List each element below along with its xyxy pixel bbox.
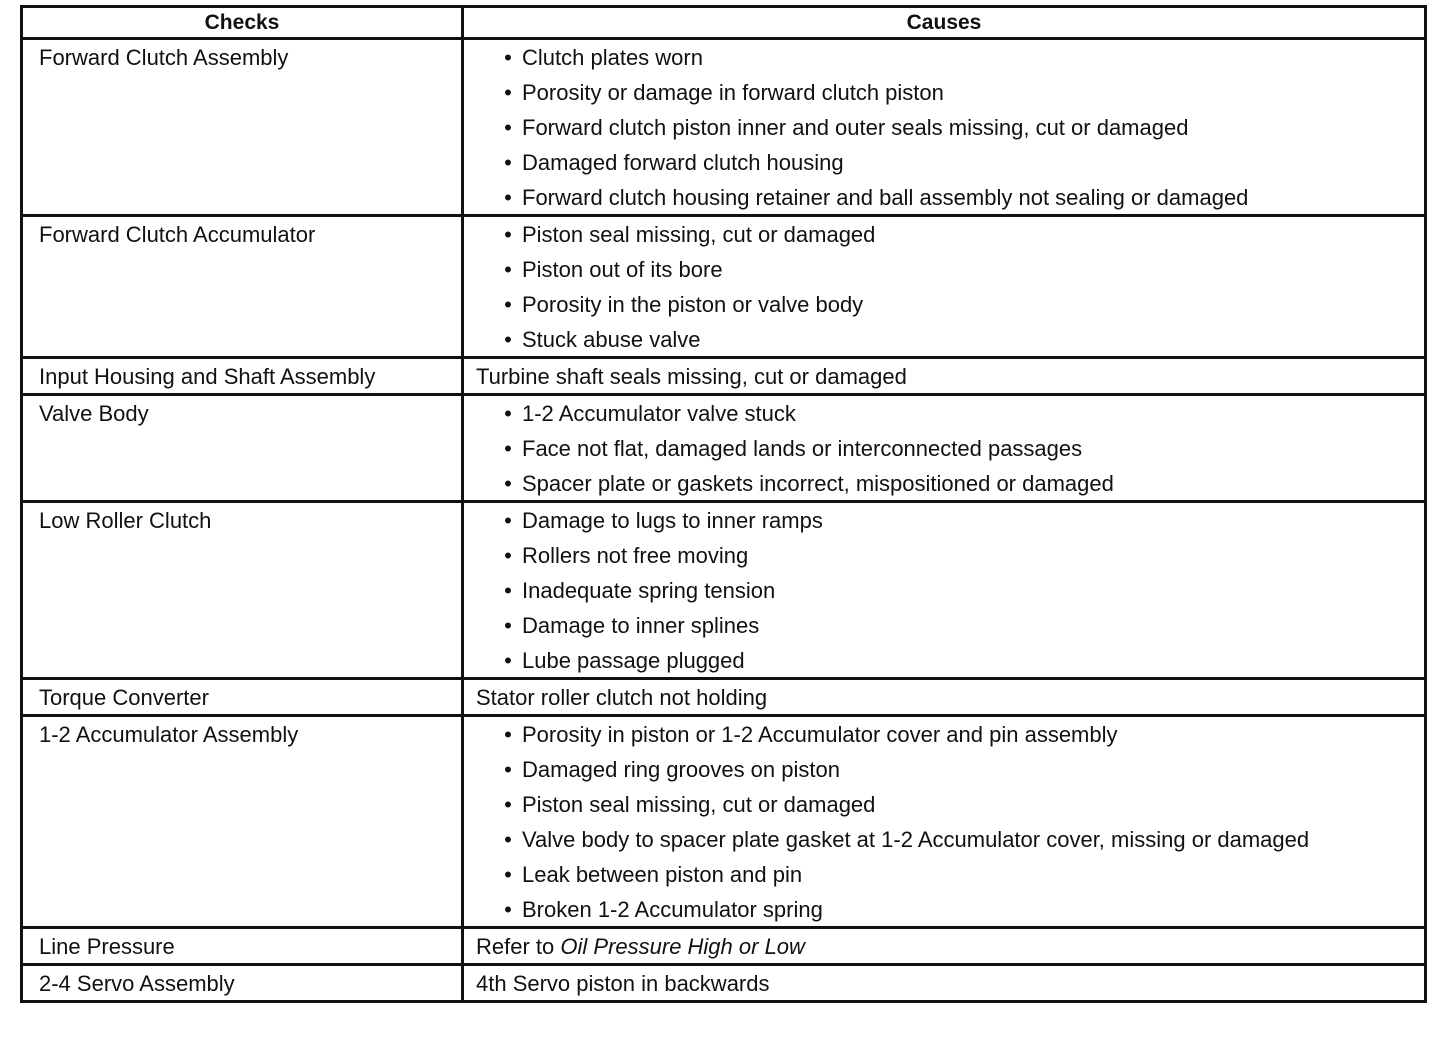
check-cell: Low Roller Clutch — [22, 502, 463, 679]
cause-text: Face not flat, damaged lands or interconnected passages — [522, 436, 1083, 461]
cause-text: Piston seal missing, cut or damaged — [522, 222, 876, 247]
cause-item — [500, 151, 1414, 175]
bullet-icon: • — [504, 185, 512, 210]
check-cell: Valve Body — [22, 395, 463, 502]
table-row — [22, 965, 1426, 1002]
table-row — [22, 395, 1426, 502]
cause-item — [500, 793, 1414, 817]
causes-cell — [463, 679, 1426, 716]
cause-item — [500, 186, 1414, 210]
bullet-icon: • — [504, 508, 512, 533]
cause-item — [500, 328, 1414, 352]
cause-text: Valve body to spacer plate gasket at 1-2 Accumulator cover, missing or damaged — [522, 827, 1310, 852]
causes-cell — [463, 965, 1426, 1002]
header-row — [22, 7, 1426, 39]
bullet-icon: • — [504, 827, 512, 852]
bullet-icon: • — [504, 222, 512, 247]
cause-reference — [476, 935, 1414, 959]
cause-item — [500, 258, 1414, 282]
cause-reference-link: Oil Pressure High or Low — [560, 934, 805, 959]
table-row — [22, 502, 1426, 679]
cause-text: Stator roller clutch not holding — [476, 685, 768, 710]
cause-text: Porosity in piston or 1-2 Accumulator cover and pin assembly — [522, 722, 1118, 747]
cause-text: 4th Servo piston in backwards — [476, 971, 770, 996]
causes-cell — [463, 928, 1426, 965]
cause-text: Stuck abuse valve — [522, 327, 701, 352]
causes-header: Causes — [463, 7, 1426, 39]
bullet-icon: • — [504, 292, 512, 317]
cause-item — [500, 116, 1414, 140]
bullet-icon: • — [504, 45, 512, 70]
cause-item — [500, 863, 1414, 887]
cause-item — [500, 437, 1414, 461]
checks-header: Checks — [22, 7, 463, 39]
cause-text: Damage to lugs to inner ramps — [522, 508, 823, 533]
cause-text: Porosity in the piston or valve body — [522, 292, 864, 317]
cause-text: Leak between piston and pin — [522, 862, 803, 887]
cause-item — [500, 758, 1414, 782]
causes-cell — [463, 39, 1426, 216]
bullet-icon: • — [504, 471, 512, 496]
cause-text: Clutch plates worn — [522, 45, 703, 70]
cause-text: Broken 1-2 Accumulator spring — [522, 897, 823, 922]
cause-text: Damage to inner splines — [522, 613, 760, 638]
causes-cell — [463, 395, 1426, 502]
check-cell: Input Housing and Shaft Assembly — [22, 358, 463, 395]
causes-list — [476, 509, 1414, 673]
bullet-icon: • — [504, 543, 512, 568]
table-row — [22, 716, 1426, 928]
check-cell: Line Pressure — [22, 928, 463, 965]
bullet-icon: • — [504, 862, 512, 887]
cause-text: Damaged ring grooves on piston — [522, 757, 840, 782]
cause-item — [500, 402, 1414, 426]
cause-item — [500, 828, 1414, 852]
bullet-icon: • — [504, 578, 512, 603]
table-row — [22, 679, 1426, 716]
cause-prefix: Refer to — [476, 934, 555, 959]
causes-cell — [463, 502, 1426, 679]
cause-item — [500, 81, 1414, 105]
check-cell: 1-2 Accumulator Assembly — [22, 716, 463, 928]
cause-text: Piston seal missing, cut or damaged — [522, 792, 876, 817]
check-cell: Forward Clutch Accumulator — [22, 216, 463, 358]
table-row — [22, 39, 1426, 216]
bullet-icon: • — [504, 757, 512, 782]
cause-text: Porosity or damage in forward clutch piston — [522, 80, 944, 105]
cause-text: Piston out of its bore — [522, 257, 723, 282]
cause-text: Rollers not free moving — [522, 543, 749, 568]
cause-text: Damaged forward clutch housing — [522, 150, 844, 175]
bullet-icon: • — [504, 436, 512, 461]
causes-cell — [463, 358, 1426, 395]
bullet-icon: • — [504, 150, 512, 175]
cause-item — [500, 223, 1414, 247]
cause-item — [500, 472, 1414, 496]
bullet-icon: • — [504, 115, 512, 140]
table-row — [22, 928, 1426, 965]
cause-item — [500, 614, 1414, 638]
check-cell: Torque Converter — [22, 679, 463, 716]
cause-item — [500, 544, 1414, 568]
diagnosis-table — [20, 5, 1427, 1003]
causes-list — [476, 723, 1414, 922]
causes-list — [476, 402, 1414, 496]
bullet-icon: • — [504, 327, 512, 352]
cause-text: Lube passage plugged — [522, 648, 745, 673]
bullet-icon: • — [504, 613, 512, 638]
bullet-icon: • — [504, 897, 512, 922]
cause-item — [500, 898, 1414, 922]
cause-item — [500, 723, 1414, 747]
causes-list — [476, 46, 1414, 210]
cause-text: Turbine shaft seals missing, cut or damaged — [476, 364, 907, 389]
bullet-icon: • — [504, 401, 512, 426]
cause-text: 1-2 Accumulator valve stuck — [522, 401, 796, 426]
cause-item — [500, 293, 1414, 317]
bullet-icon: • — [504, 80, 512, 105]
check-cell: Forward Clutch Assembly — [22, 39, 463, 216]
table-row — [22, 216, 1426, 358]
cause-text: Forward clutch housing retainer and ball assembly not sealing or damaged — [522, 185, 1249, 210]
cause-text: Forward clutch piston inner and outer seals missing, cut or damaged — [522, 115, 1189, 140]
bullet-icon: • — [504, 792, 512, 817]
bullet-icon: • — [504, 648, 512, 673]
causes-cell — [463, 216, 1426, 358]
bullet-icon: • — [504, 722, 512, 747]
cause-item — [500, 509, 1414, 533]
cause-text: Spacer plate or gaskets incorrect, mispositioned or damaged — [522, 471, 1114, 496]
cause-item — [500, 46, 1414, 70]
cause-item — [500, 579, 1414, 603]
table-row — [22, 358, 1426, 395]
check-cell: 2-4 Servo Assembly — [22, 965, 463, 1002]
cause-text: Inadequate spring tension — [522, 578, 776, 603]
causes-list — [476, 223, 1414, 352]
cause-item — [500, 649, 1414, 673]
bullet-icon: • — [504, 257, 512, 282]
causes-cell — [463, 716, 1426, 928]
